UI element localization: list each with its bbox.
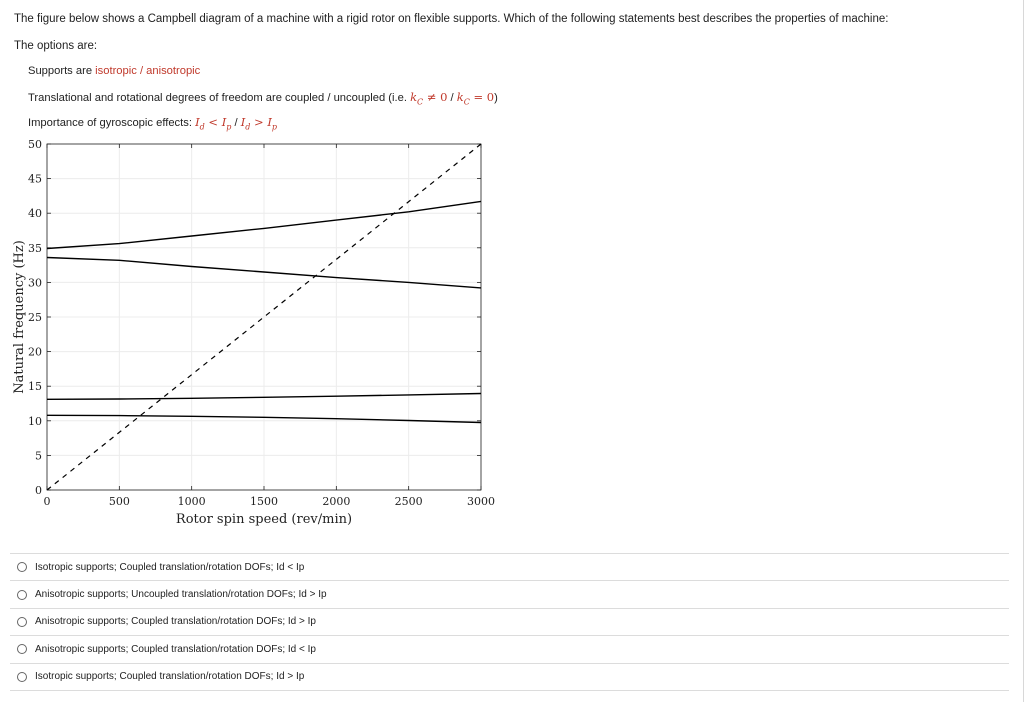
- gyro-math-a: $I_d < I_p$: [195, 115, 232, 132]
- y-tick-label: 15: [28, 380, 42, 394]
- coupling-math-a: $k_C \ne 0$: [410, 90, 448, 107]
- x-tick-label: 500: [108, 495, 130, 508]
- gyro-separator: /: [231, 117, 241, 129]
- gyro-math-b: $I_d > I_p$: [240, 115, 277, 132]
- option-label: Isotropic supports; Coupled translation/rotation DOFs; Id > Ip: [35, 671, 305, 683]
- option-label: Isotropic supports; Coupled translation/rotation DOFs; Id < Ip: [35, 561, 305, 573]
- answer-options: [10, 553, 1009, 691]
- y-tick-label: 5: [35, 449, 42, 463]
- option-label: Anisotropic supports; Coupled translation/rotation DOFs; Id < Ip: [35, 643, 316, 655]
- x-tick-label: 3000: [467, 495, 495, 508]
- coupling-suffix: ): [494, 92, 498, 104]
- campbell-diagram: [0, 132, 520, 532]
- statement-coupling: [28, 90, 498, 106]
- option-label: Anisotropic supports; Uncoupled translation/rotation DOFs; Id > Ip: [35, 589, 327, 601]
- options-intro: The options are:: [14, 40, 98, 52]
- statement-supports: [28, 65, 200, 77]
- radio-button[interactable]: [17, 617, 27, 627]
- y-tick-label: 50: [28, 138, 42, 151]
- y-tick-label: 35: [28, 241, 42, 255]
- y-tick-label: 0: [35, 484, 42, 497]
- y-tick-label: 45: [28, 172, 42, 186]
- x-tick-label: 2500: [394, 495, 423, 508]
- option-1[interactable]: [10, 553, 1009, 580]
- statement-gyro: [28, 115, 277, 131]
- statement-coupling-prefix: Translational and rotational degrees of freedom are coupled / uncoupled (i.e.: [28, 92, 411, 104]
- option-3[interactable]: [10, 608, 1009, 635]
- x-tick-label: 2000: [322, 495, 351, 508]
- question-text: The figure below shows a Campbell diagram of a machine with a rigid rotor on flexible supports. Which of the following statements best describes the properties of machine:: [14, 13, 889, 25]
- option-label: Anisotropic supports; Coupled translation/rotation DOFs; Id > Ip: [35, 616, 316, 628]
- option-5[interactable]: [10, 663, 1009, 691]
- radio-button[interactable]: [17, 590, 27, 600]
- radio-button[interactable]: [17, 562, 27, 572]
- y-tick-label: 25: [28, 311, 42, 324]
- y-tick-label: 30: [28, 276, 42, 290]
- coupling-math-b: $k_C = 0$: [456, 90, 495, 107]
- x-tick-label: 1000: [177, 495, 206, 508]
- x-axis-label: Rotor spin speed (rev/min): [175, 512, 353, 527]
- coupling-separator: /: [447, 92, 457, 104]
- option-4[interactable]: [10, 635, 1009, 662]
- radio-button[interactable]: [17, 644, 27, 654]
- y-tick-label: 20: [28, 345, 42, 359]
- x-tick-label: 1500: [250, 495, 278, 508]
- y-axis-label: Natural frequency (Hz): [12, 240, 27, 394]
- x-tick-label: 0: [43, 495, 51, 508]
- radio-button[interactable]: [17, 672, 27, 682]
- statement-gyro-prefix: Importance of gyroscopic effects:: [28, 117, 196, 129]
- option-2[interactable]: [10, 580, 1009, 607]
- statement-supports-choices: isotropic / anisotropic: [95, 65, 201, 77]
- y-tick-label: 40: [28, 207, 42, 221]
- statement-supports-prefix: Supports are: [28, 65, 96, 77]
- y-tick-label: 10: [28, 414, 42, 428]
